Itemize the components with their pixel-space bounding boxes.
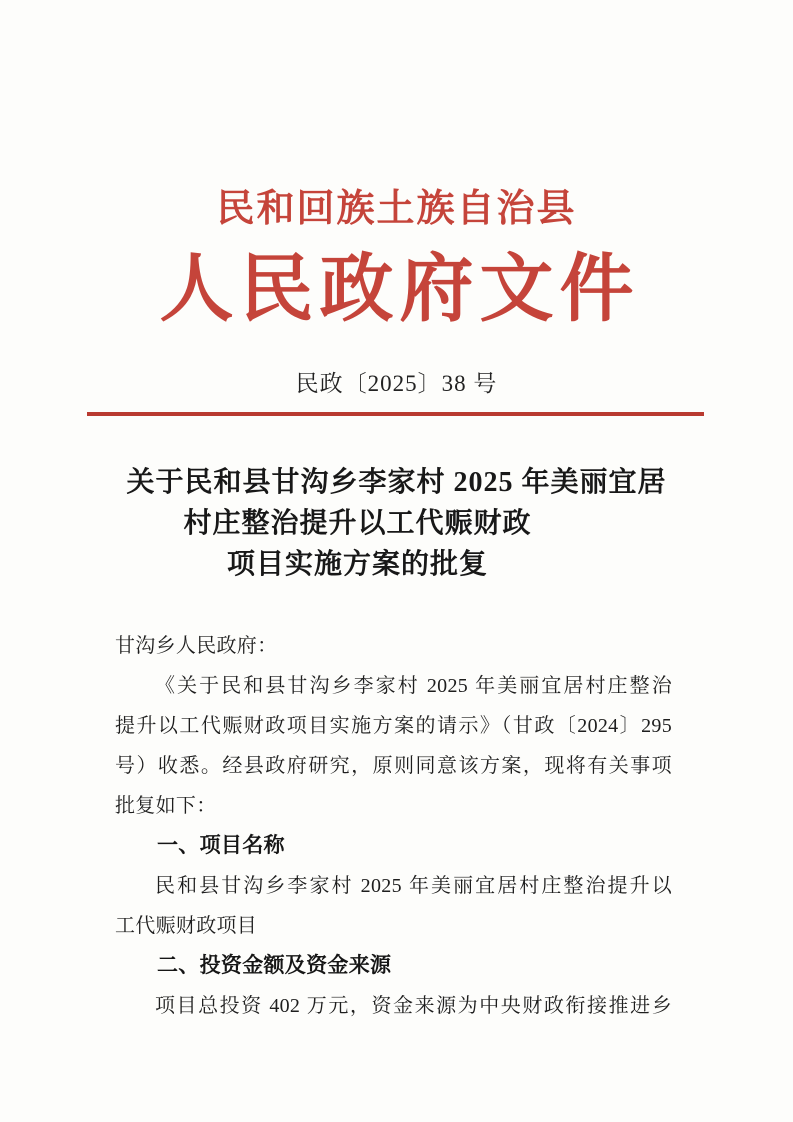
document-number: 民政〔2025〕38 号	[295, 371, 498, 396]
body-line: 《关于民和县甘沟乡李家村 2025 年美丽宜居村庄整治	[155, 675, 672, 697]
salutation: 甘沟乡人民政府：	[115, 635, 278, 657]
body-line: 提升以工代赈财政项目实施方案的请示》（甘政〔2024〕295	[115, 715, 672, 737]
body-line: 批复如下：	[115, 795, 217, 817]
title-line-3: 项目实施方案的批复	[226, 549, 488, 580]
red-header-rule	[87, 412, 704, 416]
letterhead-document-type: 人民政府文件	[159, 249, 640, 331]
title-line-1: 关于民和县甘沟乡李家村 2025 年美丽宜居	[126, 467, 667, 498]
body-line: 工代赈财政项目	[115, 915, 258, 937]
section-heading-2: 二、投资金额及资金来源	[157, 954, 392, 977]
body-line: 民和县甘沟乡李家村 2025 年美丽宜居村庄整治提升以	[155, 875, 672, 897]
body-line: 项目总投资 402 万元，资金来源为中央财政衔接推进乡	[155, 995, 672, 1017]
body-line: 号）收悉。经县政府研究，原则同意该方案，现将有关事项	[115, 755, 672, 777]
letterhead-org-name: 民和回族土族自治县	[216, 188, 577, 230]
section-heading-1: 一、项目名称	[157, 834, 285, 857]
document-title	[0, 462, 793, 585]
document-body	[115, 626, 672, 1026]
title-line-2: 村庄整治提升以工代赈财政	[183, 508, 532, 539]
